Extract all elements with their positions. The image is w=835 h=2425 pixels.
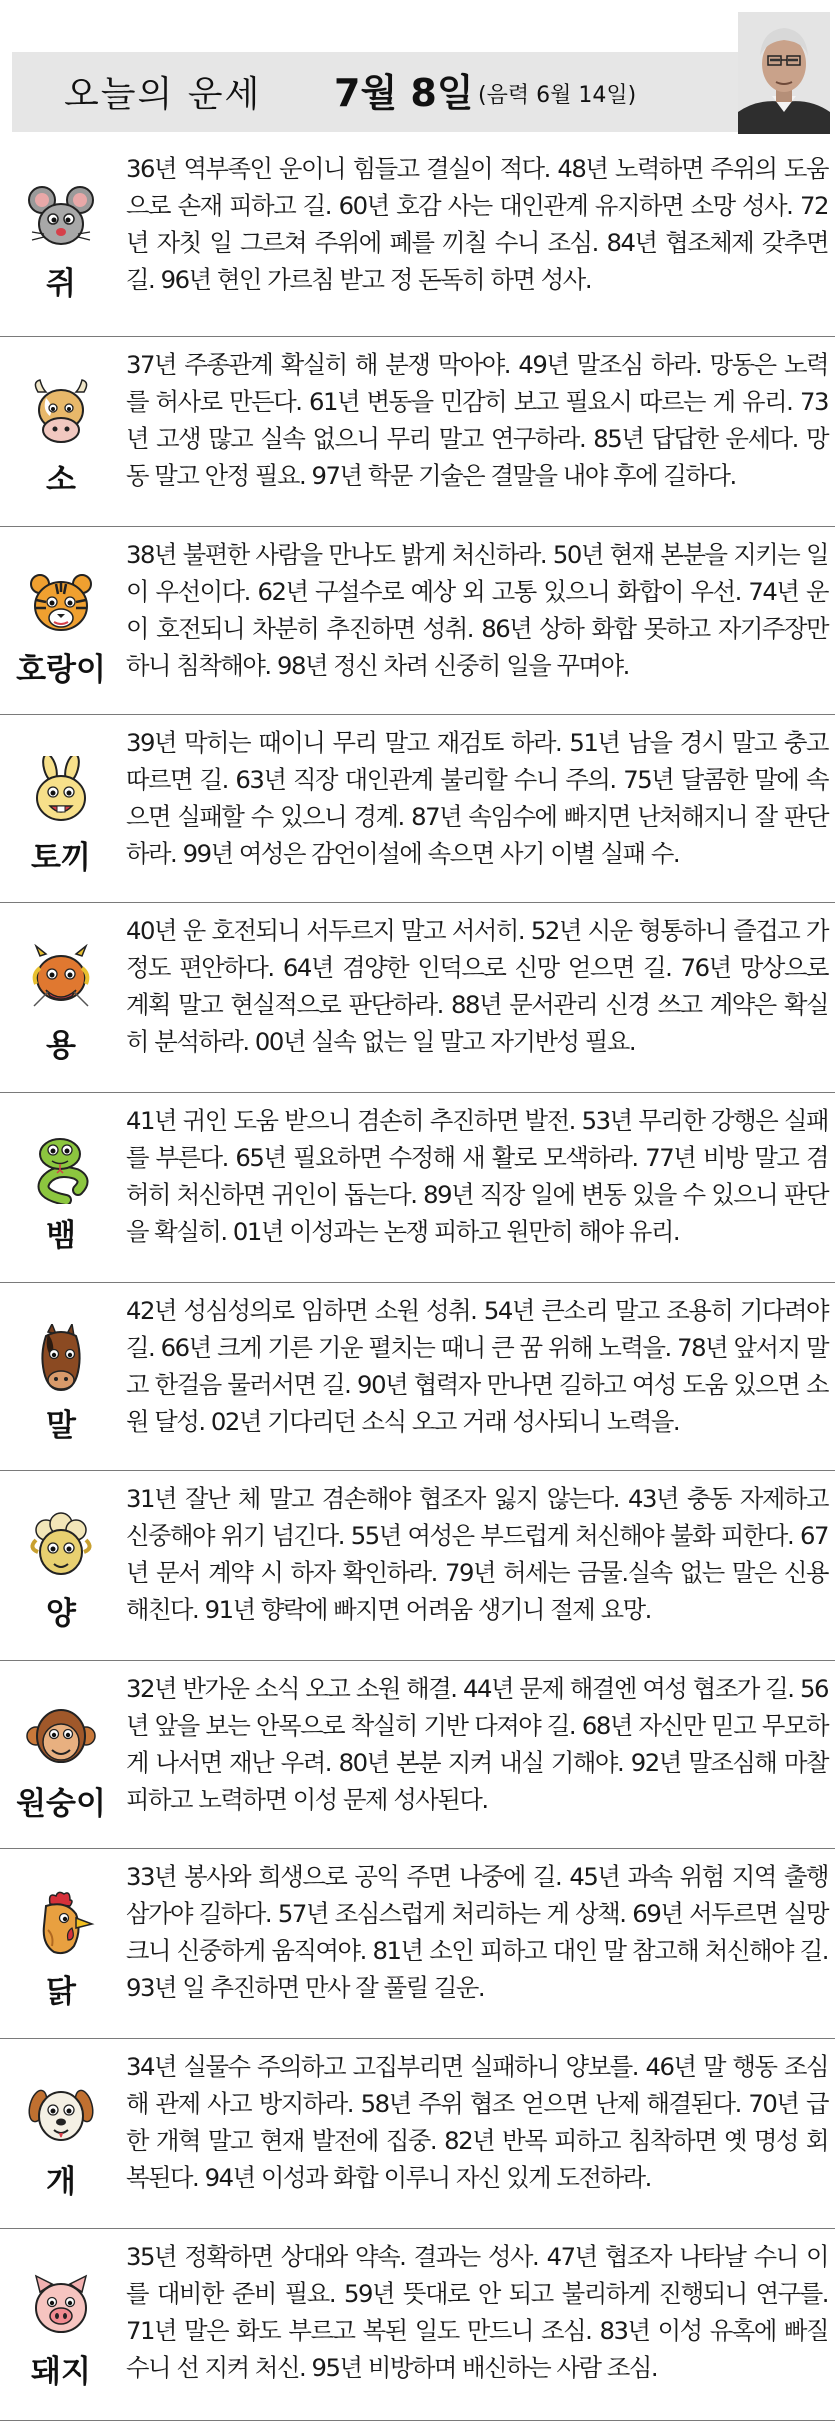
dragon-icon	[26, 944, 96, 1014]
fortune-text: 34년 실물수 주의하고 고집부리면 실패하니 양보를. 46년 말 행동 조심해 관제 사고 방지하라. 58년 주위 협조 얻으면 난제 해결된다. 70년 급한 개혁 말고 현재 발전에 집중. 82년 반목 피하고 침착하면 옛 명성 회복된다. 94년 이성과 화합 이루니 자신 있게 도전하라.	[126, 2052, 828, 2192]
snake-icon	[26, 1134, 96, 1204]
animal-name: 용	[46, 1028, 76, 1064]
sheep-icon	[26, 1512, 96, 1582]
animal-name: 뱀	[46, 1218, 76, 1254]
fortune-text: 39년 막히는 때이니 무리 말고 재검토 하라. 51년 남을 경시 말고 충고 따르면 길. 63년 직장 대인관계 불리할 수니 주의. 75년 달콤한 말에 속으면 실패할 수 있으니 경계. 87년 속임수에 빠지면 난처해지니 잘 판단하라. 99년 여성은 감언이설에 속으면 사기 이별 실패 수.	[126, 728, 828, 868]
fortune-text: 42년 성심성의로 임하면 소원 성취. 54년 큰소리 말고 조용히 기다려야 길. 66년 크게 기른 기운 펼치는 때니 큰 꿈 위해 노력을. 78년 앞서지 말고 한걸음 물러서면 길. 90년 협력자 만나면 길하고 여성 도움 있으면 소원 달성. 02년 기다리던 소식 오고 거래 성사되니 노력을.	[126, 1296, 828, 1436]
fortune-row-sheep	[0, 1470, 835, 1661]
animal-name: 닭	[46, 1974, 76, 2010]
fortune-row-horse	[0, 1282, 835, 1471]
animal-name: 원숭이	[16, 1786, 106, 1822]
horse-icon	[26, 1324, 96, 1394]
fortune-row-pig	[0, 2228, 835, 2421]
fortune-text: 33년 봉사와 희생으로 공익 주면 나중에 길. 45년 과속 위험 지역 출행 삼가야 길하다. 57년 조심스럽게 처리하는 게 상책. 69년 서두르면 실망 크니 신중하게 움직여야. 81년 소인 피하고 대인 말 참고해 처신해야 길. 93년 일 추진하면 만사 잘 풀릴 길운.	[126, 1862, 828, 2002]
fortune-text: 32년 반가운 소식 오고 소원 해결. 44년 문제 해결엔 여성 협조가 길. 56년 앞을 보는 안목으로 착실히 기반 다져야 길. 68년 자신만 믿고 무모하게 나서면 재난 우려. 80년 본분 지켜 내실 기해야. 92년 말조심해 마찰 피하고 노력하면 이성 문제 성사된다.	[126, 1674, 828, 1814]
animal-column	[4, 526, 118, 714]
fortune-text: 35년 정확하면 상대와 약속. 결과는 성사. 47년 협조자 나타날 수니 이를 대비한 준비 필요. 59년 뜻대로 안 되고 불리하게 진행되니 연구를. 71년 말은 화도 부르고 복된 일도 만드니 조심. 83년 이성 유혹에 빠질 수니 선 지켜 처신. 95년 비방하며 배신하는 사람 조심.	[126, 2242, 828, 2382]
animal-column	[4, 1092, 118, 1282]
animal-name: 토끼	[31, 840, 91, 876]
lunar-date-label: (음력 6월 14일)	[478, 83, 637, 108]
monkey-icon	[26, 1702, 96, 1772]
date-label: 7월 8일	[334, 71, 474, 115]
animal-column	[4, 1660, 118, 1848]
animal-name: 소	[46, 462, 76, 498]
fortune-row-dog	[0, 2038, 835, 2229]
fortune-row-dragon	[0, 902, 835, 1093]
columnist-portrait	[738, 12, 830, 134]
animal-name: 호랑이	[16, 652, 106, 688]
animal-name: 돼지	[31, 2354, 91, 2390]
animal-name: 말	[46, 1408, 76, 1444]
animal-name: 개	[46, 2164, 76, 2200]
fortune-text: 36년 역부족인 운이니 힘들고 결실이 적다. 48년 노력하면 주위의 도움으로 손재 피하고 길. 60년 호감 사는 대인관계 유지하면 소망 성사. 72년 자칫 일 그르쳐 주위에 폐를 끼칠 수니 조심. 84년 협조체제 갖추면 길. 96년 현인 가르침 받고 정 돈독히 하면 성사.	[126, 154, 828, 294]
animal-column	[4, 2228, 118, 2420]
fortune-text: 37년 주종관계 확실히 해 분쟁 막아야. 49년 말조심 하라. 망동은 노력를 허사로 만든다. 61년 변동을 민감히 보고 필요시 따르는 게 유리. 73년 고생 많고 실속 없으니 무리 말고 연구하라. 85년 답답한 운세다. 망동 말고 안정 필요. 97년 학문 기술은 결말을 내야 후에 길하다.	[126, 350, 828, 490]
header-bar	[12, 52, 823, 132]
animal-column	[4, 902, 118, 1092]
rooster-icon	[26, 1890, 96, 1960]
animal-column	[4, 1282, 118, 1470]
fortune-row-rat	[0, 140, 835, 337]
tiger-icon	[26, 568, 96, 638]
animal-column	[4, 336, 118, 526]
fortune-row-rooster	[0, 1848, 835, 2039]
animal-column	[4, 714, 118, 902]
rat-icon	[26, 182, 96, 252]
animal-column	[4, 1470, 118, 1660]
animal-column	[4, 2038, 118, 2228]
fortune-row-snake	[0, 1092, 835, 1283]
fortune-row-monkey	[0, 1660, 835, 1849]
fortune-text: 38년 불편한 사람을 만나도 밝게 처신하라. 50년 현재 본분을 지키는 일이 우선이다. 62년 구설수로 예상 외 고통 있으니 화합이 우선. 74년 운이 호전되니 차분히 추진하면 성취. 86년 상하 화합 못하고 자기주장만 하니 침착해야. 98년 정신 차려 신중히 일을 꾸며야.	[126, 540, 828, 680]
ox-icon	[26, 378, 96, 448]
animal-column	[4, 1848, 118, 2038]
page-title: 오늘의 운세	[64, 74, 262, 115]
fortune-row-rabbit	[0, 714, 835, 903]
fortune-row-tiger	[0, 526, 835, 715]
dog-icon	[26, 2080, 96, 2150]
pig-icon	[26, 2270, 96, 2340]
animal-column	[4, 140, 118, 336]
animal-name: 양	[46, 1596, 76, 1632]
animal-name: 쥐	[46, 266, 76, 302]
fortune-text: 41년 귀인 도움 받으니 겸손히 추진하면 발전. 53년 무리한 강행은 실패를 부른다. 65년 필요하면 수정해 새 활로 모색하라. 77년 비방 말고 겸허히 처신하면 귀인이 돕는다. 89년 직장 일에 변동 있을 수 있으니 판단을 확실히. 01년 이성과는 논쟁 피하고 원만히 해야 유리.	[126, 1106, 828, 1246]
fortune-text: 40년 운 호전되니 서두르지 말고 서서히. 52년 시운 형통하니 즐겁고 가정도 편안하다. 64년 겸양한 인덕으로 신망 얻으면 길. 76년 망상으로 계획 말고 현실적으로 판단하라. 88년 문서관리 신경 쓰고 계약은 확실히 분석하라. 00년 실속 없는 일 말고 자기반성 필요.	[126, 916, 828, 1056]
fortune-text: 31년 잘난 체 말고 겸손해야 협조자 잃지 않는다. 43년 충동 자제하고 신중해야 위기 넘긴다. 55년 여성은 부드럽게 처신해야 불화 피한다. 67년 문서 계약 시 하자 확인하라. 79년 허세는 금물.실속 없는 말은 신용 해친다. 91년 향락에 빠지면 어려움 생기니 절제 요망.	[126, 1484, 828, 1624]
fortune-row-ox	[0, 336, 835, 527]
rabbit-icon	[26, 756, 96, 826]
